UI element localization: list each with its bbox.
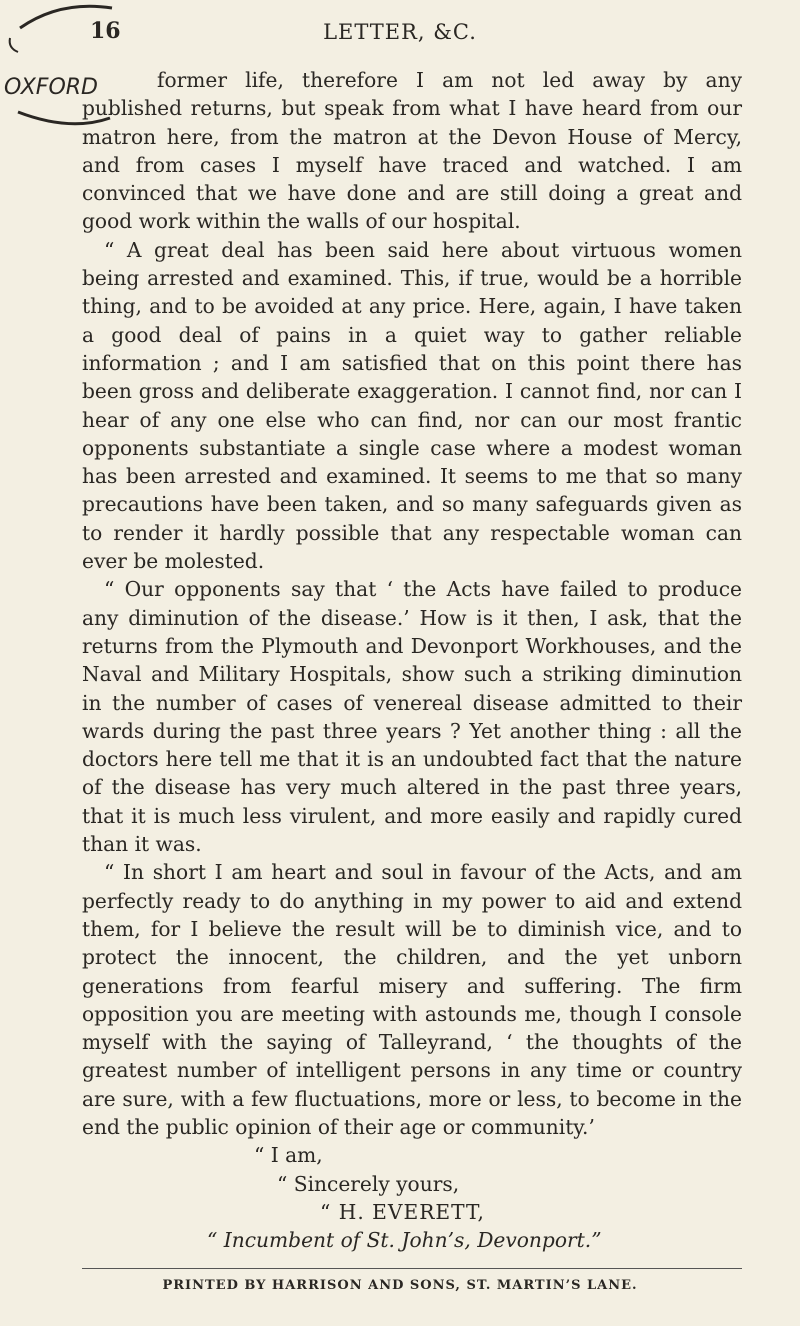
paragraph-4: “ In short I am heart and soul in favour of the Acts, and am perfectly ready to do anything in my power to aid and extend them, for I believe the result will be to diminish vice, and to protect the innocent, the children, and the yet unborn generations from fearful misery and suffering. The firm opposition you are meeting with astounds me, though I console myself with the saying of Talleyrand, ‘ the thoughts of the greatest number of intelligent persons in any time or country are sure, with a few fluctuations, more or less, to become in the end the public opinion of their age or community.’ [82, 860, 742, 1139]
page-header [0, 18, 800, 58]
footer-rule [82, 1268, 742, 1269]
closing-i-am: “ I am, [254, 1143, 323, 1168]
paragraph-1 [82, 66, 742, 236]
letter-closing [82, 1141, 742, 1254]
signatory-title: “ Incumbent of St. John’s, Devonport.” [207, 1228, 602, 1253]
closing-sincerely: “ Sincerely yours, [277, 1171, 460, 1196]
running-head: LETTER, &C. [323, 20, 477, 44]
paragraph-3: “ Our opponents say that ‘ the Acts have failed to produce any diminution of the disease.’ How is it then, I ask, that the returns from the Plymouth and Devonport Workhouses, and the Naval and Military Hospitals, show such a striking diminution in the number of cases of venereal disease admitted to their wards during the past three years ? Yet another thing : all the doctors here tell me that it is an undoubted fact that the nature of the disease has very much altered in the past three years, that it is much less virulent, and more easily and rapidly cured than it was. [82, 577, 742, 857]
paragraph-2: “ A great deal has been said here about virtuous women being arrested and examined. This, if true, would be a horrible thing, and to be avoided at any price. Here, again, I have taken a good deal of pains in a quiet way to gather reliable information ; and I am satisfied that on this point there has been gross and deliberate exaggeration. I cannot find, nor can I hear of any one else who can find, nor can our most frantic opponents substantiate a single case where a modest woman has been arrested and examined. It seems to me that so many precautions have been taken, and so many safeguards given as to render it hardly possible that any respectable woman can ever be molested. [82, 237, 742, 574]
paragraph-1-rest: but speak from what I have heard from our matron here, from the matron at the Devon House of Mercy, and from cases I myself have traced and watched. I am convinced that we have done and are still doing a great and good work within the walls of our hospital. [82, 96, 742, 234]
printer-imprint: PRINTED BY HARRISON AND SONS, ST. MARTIN’S LANE. [162, 1278, 638, 1293]
page-number: 16 [90, 18, 121, 44]
paragraph-1-line1: former life, therefore I am not led away by any published returns, [82, 68, 742, 121]
stamp-text: OXFORD [4, 75, 98, 100]
signature: “ H. EVERETT, [320, 1199, 485, 1224]
letter-body [82, 66, 742, 1254]
